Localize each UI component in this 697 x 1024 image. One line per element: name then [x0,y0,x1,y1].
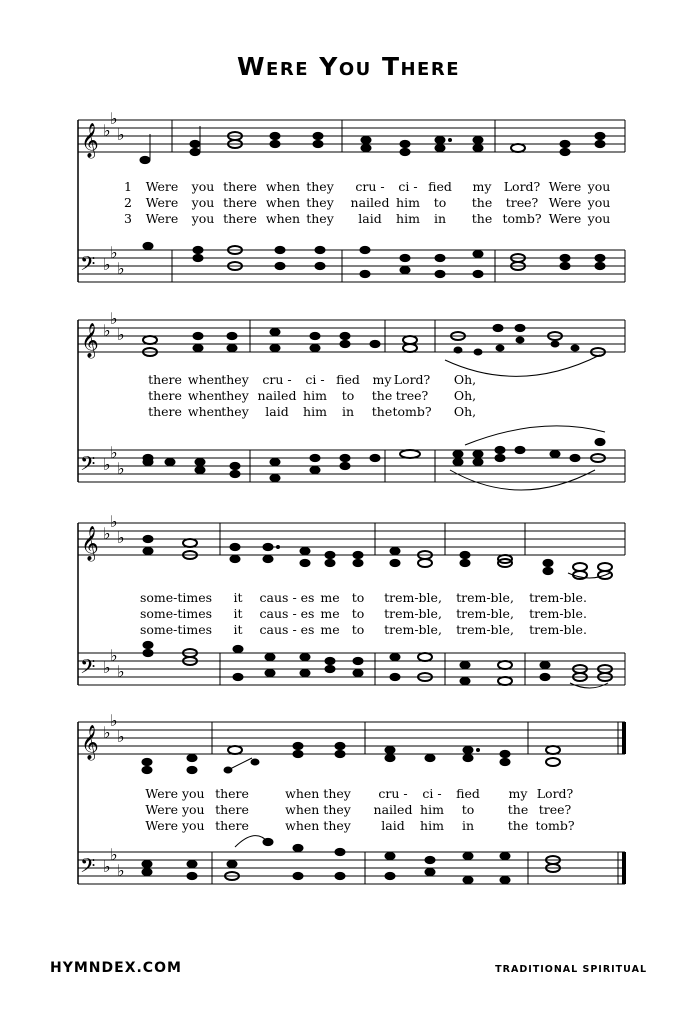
verse-number: 3 [124,211,132,226]
lyric-syllable: me [320,590,340,605]
lyric-syllable: some-times [139,590,213,605]
lyric-syllable: cru - [378,786,408,801]
lyric-syllable: you [191,195,215,210]
lyric-syllable: me [320,606,340,621]
lyric-syllable: cru - [355,179,385,194]
lyric-syllable: nailed [257,388,297,403]
notes-bass [142,838,560,883]
lyric-syllable: when they [285,786,351,801]
svg-text:♭: ♭ [117,861,125,880]
lyric-syllable: Were [145,195,179,210]
svg-text:𝄞: 𝄞 [81,123,99,158]
treble-clef-icon: 𝄞 [81,323,99,358]
verse-3-line [0,818,697,834]
lyric-syllable: they [306,211,334,226]
bass-clef-icon: 𝄢 [80,655,96,683]
site-name[interactable]: HYMNDEX.COM [50,960,182,976]
svg-text:♭: ♭ [110,309,118,328]
lyric-syllable: to [433,195,447,210]
lyric-syllable: they [306,195,334,210]
verse-1-line [0,372,697,388]
verse-2-line [0,195,697,211]
lyric-syllable: fied [456,786,480,801]
bass-clef-icon: 𝄢 [80,854,96,882]
lyric-syllable: they [221,388,249,403]
verse-number: 2 [124,195,132,210]
lyric-syllable: my [508,786,528,801]
verse-number: 1 [124,179,132,194]
lyric-syllable: in [461,818,475,833]
svg-text:♭: ♭ [103,857,111,876]
svg-text:♭: ♭ [110,243,118,262]
lyric-syllable: caus - es [259,590,315,605]
notes-treble [143,324,605,356]
lyric-syllable: trem-ble, [456,606,514,621]
lyric-syllable: you [191,211,215,226]
lyric-syllable: you [587,195,611,210]
notes-bass [143,641,612,685]
notes-bass [143,242,605,277]
lyric-syllable: laid [358,211,382,226]
lyric-syllable: there [223,179,257,194]
lyric-syllable: when [265,179,301,194]
svg-text:♭: ♭ [110,711,118,730]
svg-text:♭: ♭ [110,443,118,462]
svg-text:♭: ♭ [117,325,125,344]
lyric-syllable: there [215,786,249,801]
lyric-syllable: you [587,211,611,226]
lyric-syllable: Lord? [393,372,431,387]
lyric-syllable: in [341,404,355,419]
lyric-syllable: trem-ble, [384,590,442,605]
svg-text:♭: ♭ [117,259,125,278]
lyric-syllable: Lord? [536,786,574,801]
lyric-syllable: to [351,590,365,605]
lyric-syllable: fied [336,372,360,387]
lyric-syllable: Lord? [503,179,541,194]
lyric-syllable: tomb? [502,211,542,226]
lyric-syllable: Oh, [453,388,477,403]
lyric-syllable: Were [548,195,582,210]
lyric-syllable: to [351,622,365,637]
lyric-syllable: ci - [305,372,325,387]
lyric-syllable: trem-ble. [529,606,587,621]
lyric-syllable: my [372,372,392,387]
lyric-syllable: some-times [139,622,213,637]
lyric-syllable: tomb? [535,818,575,833]
svg-text:♭: ♭ [117,662,125,681]
lyric-syllable: Oh, [453,372,477,387]
lyric-syllable: caus - es [259,622,315,637]
lyric-syllable: the [507,818,529,833]
svg-text:♭: ♭ [103,524,111,543]
lyric-syllable: him [420,802,444,817]
lyric-syllable: Were [145,179,179,194]
lyric-syllable: Were [145,211,179,226]
lyric-syllable: Were [548,179,582,194]
lyric-syllable: in [433,211,447,226]
lyric-syllable: nailed [373,802,413,817]
lyric-syllable: tomb? [392,404,432,419]
lyric-syllable: Oh, [453,404,477,419]
lyric-syllable: it [233,622,243,637]
lyric-syllable: him [303,404,327,419]
verse-3-line [0,211,697,227]
lyric-syllable: tree? [395,388,429,403]
lyric-syllable: laid [265,404,289,419]
lyric-syllable: when [265,195,301,210]
lyric-syllable: the [371,388,393,403]
lyric-syllable: tree? [538,802,572,817]
lyric-syllable: you [587,179,611,194]
lyric-syllable: when [187,404,223,419]
svg-text:♭: ♭ [110,512,118,531]
lyric-syllable: when [187,388,223,403]
notes-bass [143,438,605,481]
svg-text:♭: ♭ [103,723,111,742]
svg-text:♭: ♭ [103,455,111,474]
verse-3-line [0,622,697,638]
lyric-syllable: it [233,606,243,621]
lyric-syllable: there [148,372,182,387]
lyric-syllable: there [223,195,257,210]
lyric-syllable: cru - [262,372,292,387]
lyric-syllable: the [471,195,493,210]
lyric-syllable: it [233,590,243,605]
notes-treble [140,126,605,164]
lyric-syllable: ci - [398,179,418,194]
verse-3-line [0,404,697,420]
lyric-syllable: trem-ble. [529,622,587,637]
lyric-syllable: him [396,195,420,210]
svg-text:♭: ♭ [110,646,118,665]
lyric-syllable: trem-ble, [456,622,514,637]
bass-clef-icon: 𝄢 [80,452,96,480]
svg-text:♭: ♭ [117,125,125,144]
lyric-syllable: the [371,404,393,419]
lyric-syllable: to [351,606,365,621]
svg-text:♭: ♭ [103,121,111,140]
lyric-syllable: laid [381,818,405,833]
verse-1-line [0,786,697,802]
treble-clef-icon [81,123,99,159]
lyric-syllable: to [461,802,475,817]
lyric-syllable: there [215,802,249,817]
svg-text:♭: ♭ [110,845,118,864]
lyric-syllable: they [221,404,249,419]
lyric-syllable: when they [285,802,351,817]
svg-text:♭: ♭ [117,528,125,547]
treble-clef-icon: 𝄞 [81,725,99,760]
verse-2-line [0,606,697,622]
svg-text:♭: ♭ [117,727,125,746]
lyric-syllable: you [191,179,215,194]
lyric-syllable: when [265,211,301,226]
svg-text:♭: ♭ [103,255,111,274]
lyric-syllable: trem-ble. [529,590,587,605]
lyric-syllable: there [215,818,249,833]
verse-2-line [0,388,697,404]
svg-text:♭: ♭ [103,658,111,677]
lyric-syllable: me [320,622,340,637]
lyric-syllable: fied [428,179,452,194]
bass-clef-icon [80,252,95,280]
lyric-syllable: the [471,211,493,226]
attribution: TRADITIONAL SPIRITUAL [495,964,647,975]
lyric-syllable: him [420,818,444,833]
lyric-syllable: there [148,404,182,419]
lyric-syllable: trem-ble, [384,622,442,637]
lyric-syllable: they [221,372,249,387]
lyric-syllable: trem-ble, [456,590,514,605]
lyric-syllable: him [396,211,420,226]
lyric-syllable: caus - es [259,606,315,621]
svg-text:♭: ♭ [103,321,111,340]
lyric-syllable: Were you [145,786,205,801]
lyric-syllable: nailed [350,195,390,210]
lyric-syllable: the [507,802,529,817]
lyric-syllable: there [223,211,257,226]
hymn-title: Were You There [236,52,461,81]
verse-2-line [0,802,697,818]
lyric-syllable: when [187,372,223,387]
lyric-syllable: there [148,388,182,403]
lyric-syllable: Were you [145,802,205,817]
lyric-syllable: they [306,179,334,194]
lyric-syllable: tree? [505,195,539,210]
verse-1-line [0,179,697,195]
svg-text:♭: ♭ [110,109,118,128]
lyric-syllable: some-times [139,606,213,621]
verse-1-line [0,590,697,606]
svg-text:♭: ♭ [117,459,125,478]
lyric-syllable: my [472,179,492,194]
lyric-syllable: Were [548,211,582,226]
treble-clef-icon: 𝄞 [81,526,99,561]
svg-text:𝄢: 𝄢 [80,252,96,280]
lyric-syllable: him [303,388,327,403]
lyric-syllable: ci - [422,786,442,801]
notes-treble [142,742,560,773]
lyric-syllable: to [341,388,355,403]
lyric-syllable: when they [285,818,351,833]
notes-treble [143,535,612,579]
lyric-syllable: trem-ble, [384,606,442,621]
lyric-syllable: Were you [145,818,205,833]
